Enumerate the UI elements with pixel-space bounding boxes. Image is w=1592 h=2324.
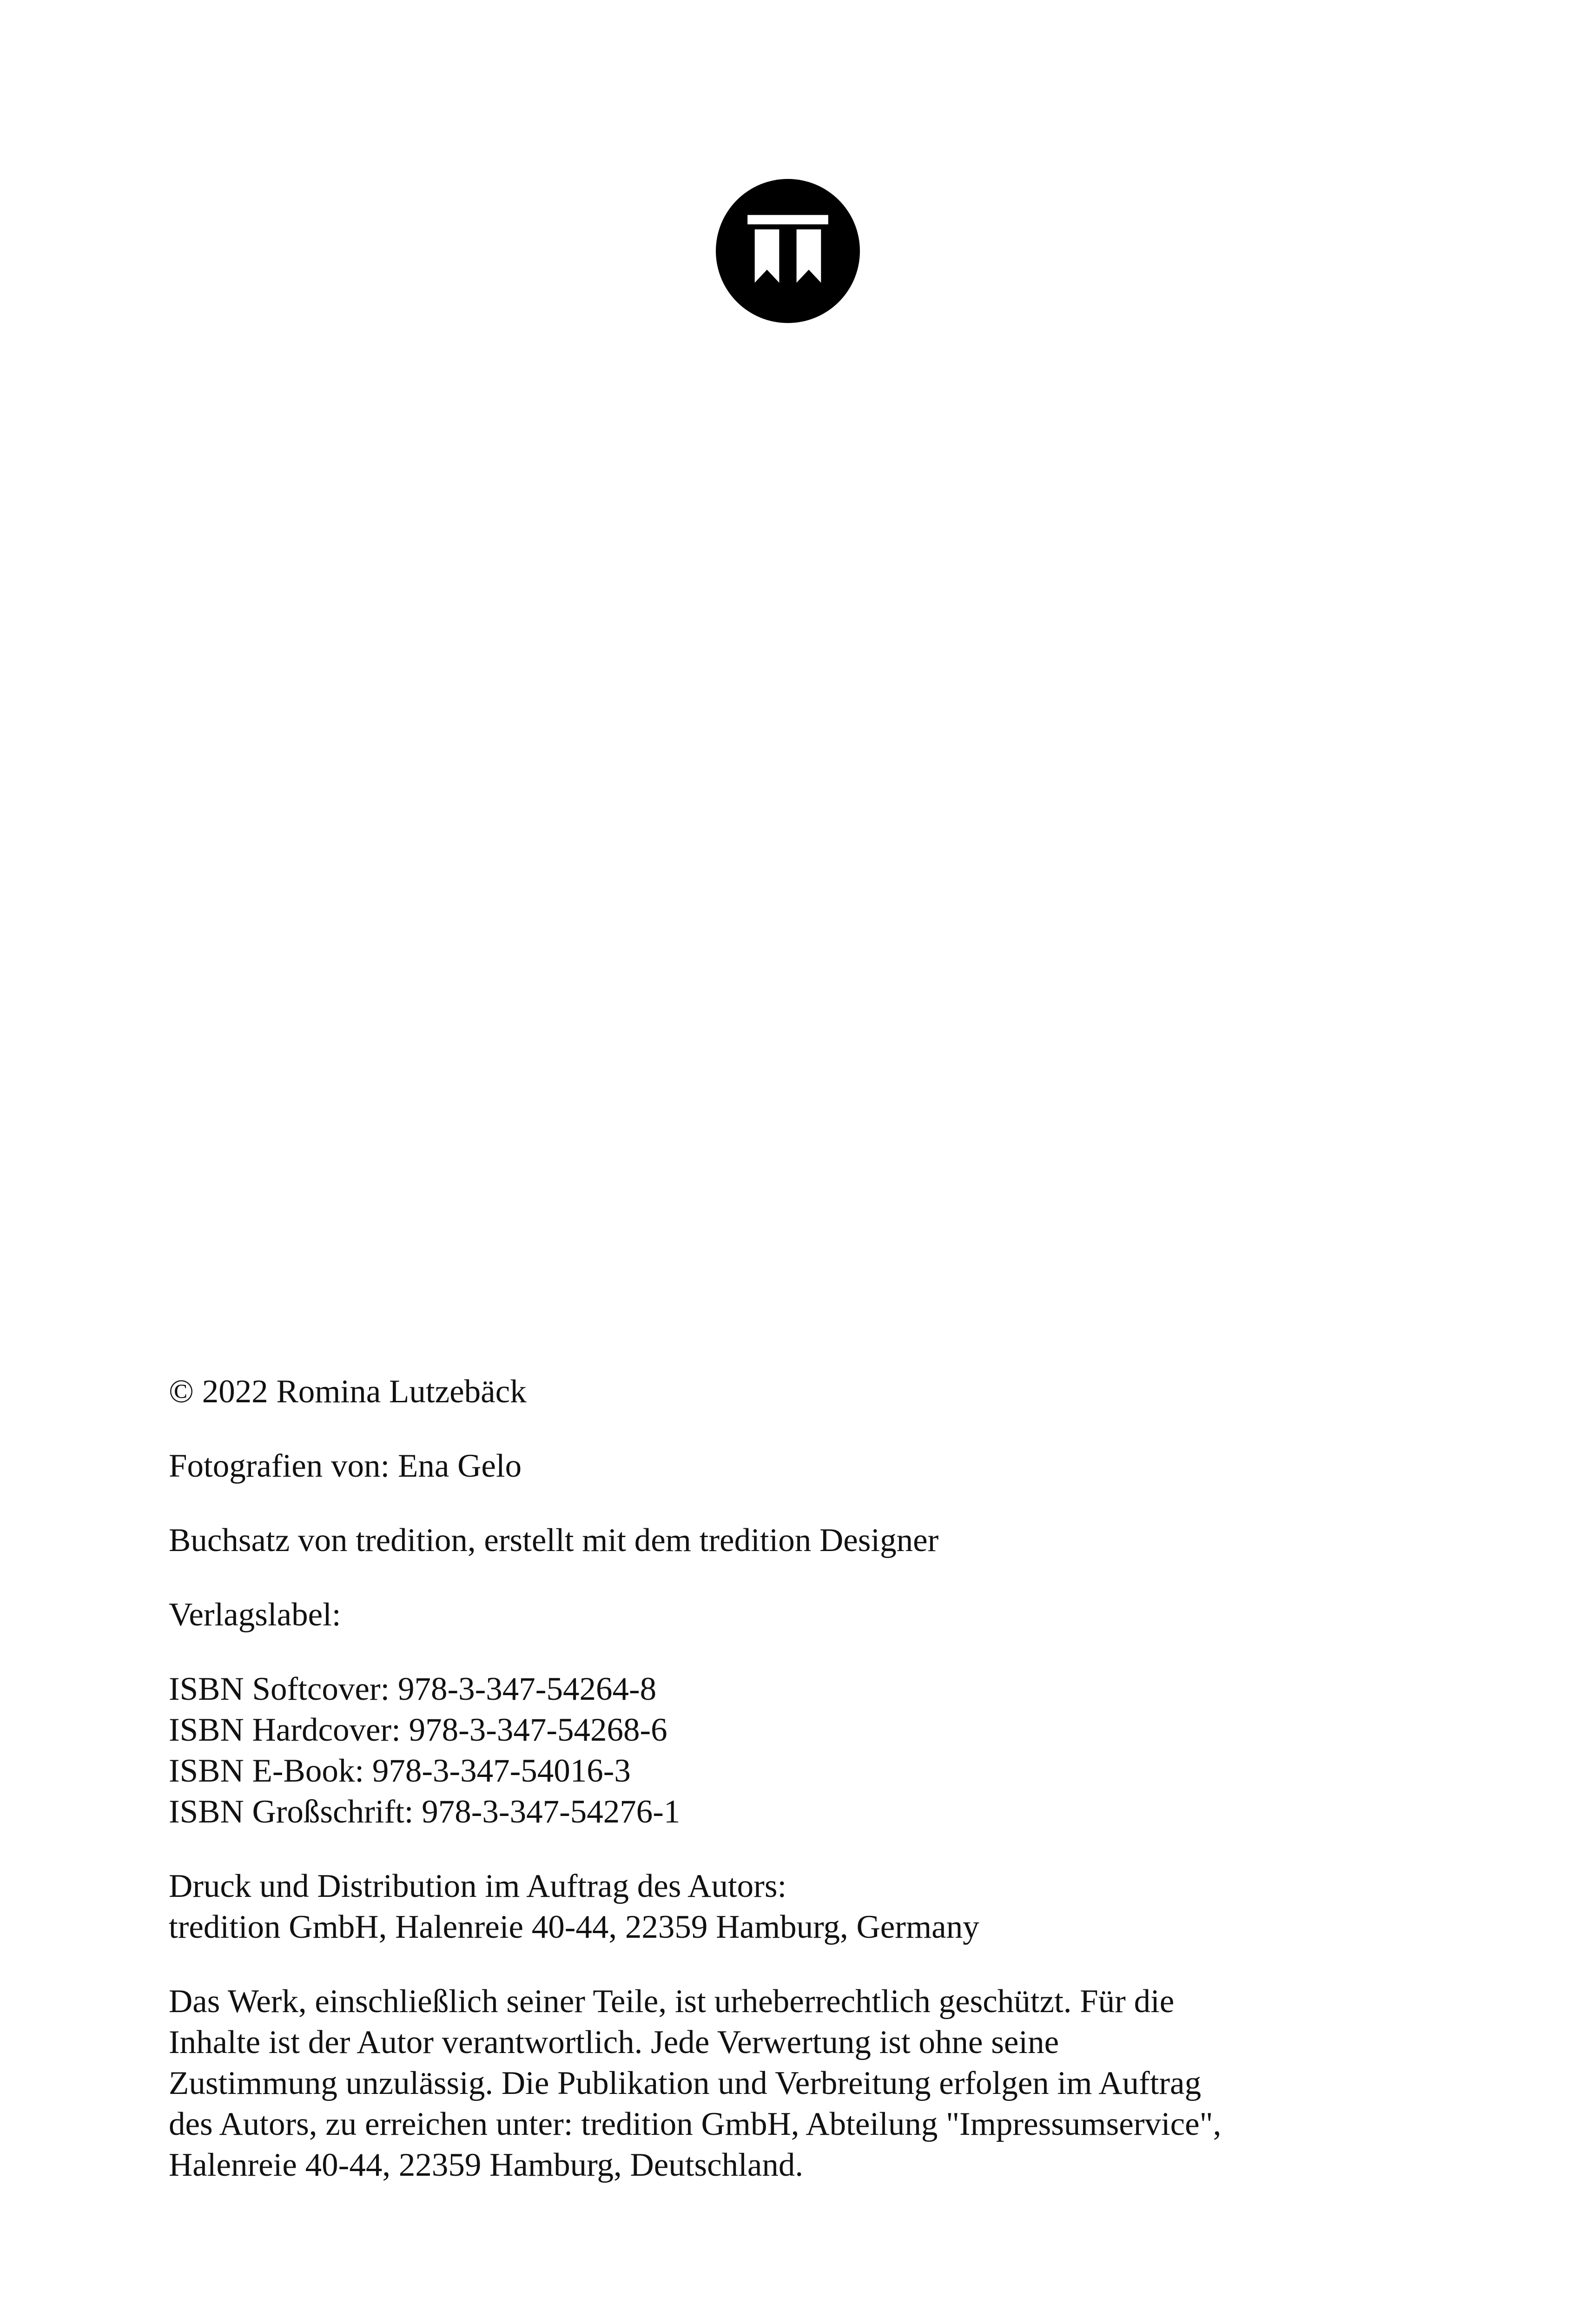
imprint-text — [169, 1371, 1447, 2219]
tredition-logo-icon — [716, 179, 860, 323]
isbn-ebook: ISBN E-Book: 978-3-347-54016-3 — [169, 1753, 631, 1789]
distribution-line: Druck und Distribution im Auftrag des Autors: — [169, 1868, 787, 1904]
isbn-list — [169, 1669, 1447, 1832]
distribution-address: tredition GmbH, Halenreie 40-44, 22359 Hamburg, Germany — [169, 1909, 979, 1945]
legal-line: Zustimmung unzulässig. Die Publikation und Verbreitung erfolgen im Auftrag — [169, 2065, 1202, 2101]
legal-line: Das Werk, einschließlich seiner Teile, ist urheberrechtlich geschützt. Für die — [169, 1983, 1175, 2020]
isbn-hardcover: ISBN Hardcover: 978-3-347-54268-6 — [169, 1712, 667, 1748]
photo-credit — [169, 1446, 1447, 1486]
legal-notice — [169, 1981, 1447, 2185]
copyright-line: © 2022 Romina Lutzebäck — [169, 1373, 527, 1410]
copyright-notice — [169, 1371, 1447, 1412]
typesetting-credit — [169, 1520, 1447, 1561]
isbn-large-print: ISBN Großschrift: 978-3-347-54276-1 — [169, 1794, 680, 1830]
publisher-label — [169, 1594, 1447, 1635]
distribution-notice — [169, 1866, 1447, 1948]
typesetting-line: Buchsatz von tredition, erstellt mit dem tredition Designer — [169, 1522, 939, 1558]
legal-line: des Autors, zu erreichen unter: tredition GmbH, Abteilung "Impressumservice", — [169, 2106, 1222, 2142]
photo-credit-line: Fotografien von: Ena Gelo — [169, 1448, 522, 1484]
publisher-label-line: Verlagslabel: — [169, 1597, 341, 1633]
legal-line: Inhalte ist der Autor verantwortlich. Jede Verwertung ist ohne seine — [169, 2024, 1059, 2060]
isbn-softcover: ISBN Softcover: 978-3-347-54264-8 — [169, 1671, 657, 1707]
legal-line: Halenreie 40-44, 22359 Hamburg, Deutschland. — [169, 2147, 804, 2183]
